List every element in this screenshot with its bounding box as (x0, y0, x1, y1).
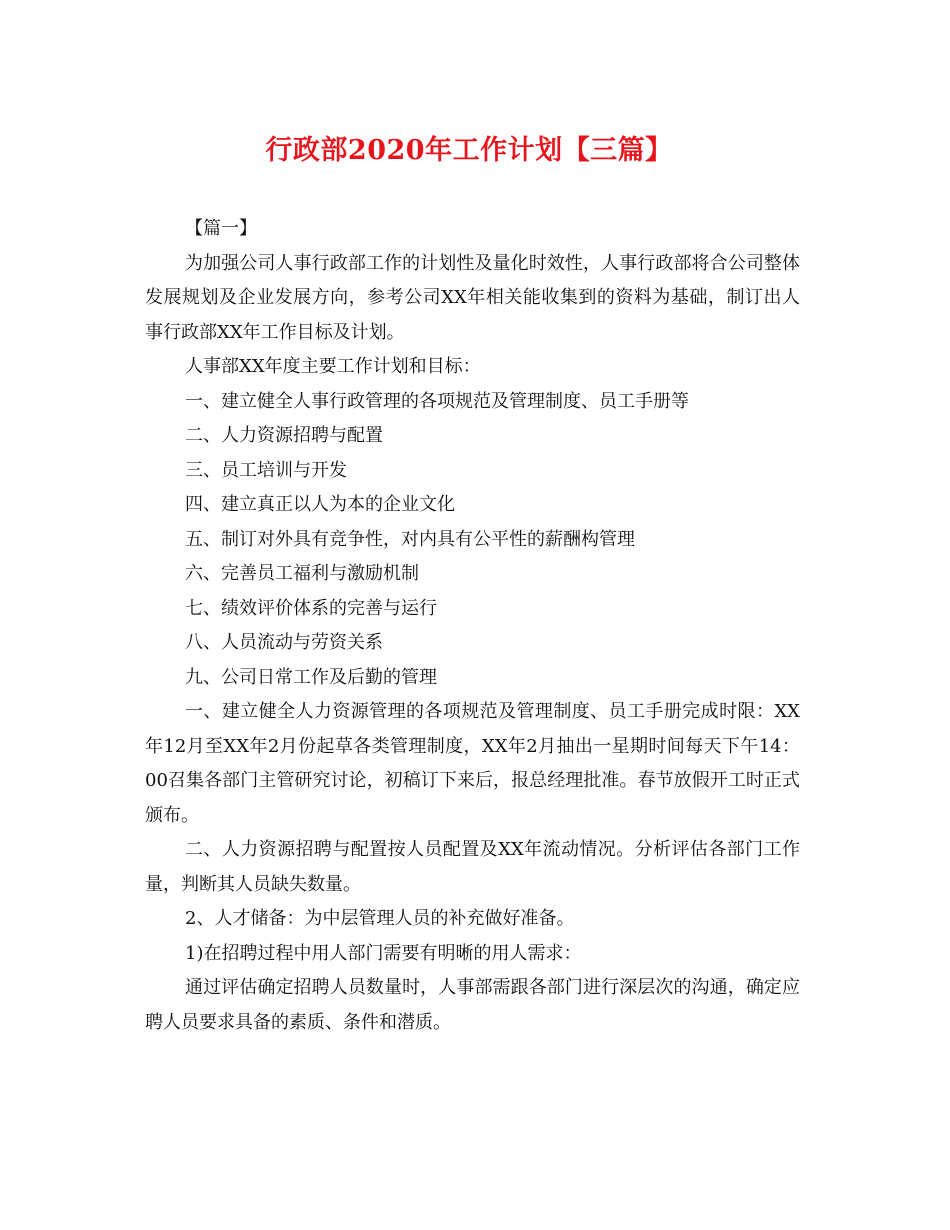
plan-item: 二、人力资源招聘与配置 (185, 425, 383, 446)
plan-item: 一、建立健全人事行政管理的各项规范及管理制度、员工手册等 (185, 390, 689, 412)
section-heading: 【篇一】 (185, 218, 257, 239)
detail-paragraph: 二、人力资源招聘与配置按人员配置及XX年流动情况。分析评估各部门工作量，判断其人员缺失数量。 (145, 839, 800, 895)
plan-item: 六、完善员工福利与激励机制 (185, 563, 419, 584)
detail-paragraph: 2、人才储备：为中层管理人员的补充做好准备。 (185, 908, 575, 929)
plan-item: 八、人员流动与劳资关系 (185, 632, 383, 653)
detail-paragraph: 1)在招聘过程中用人部门需要有明晰的用人需求： (185, 942, 582, 964)
plan-heading: 人事部XX年度主要工作计划和目标： (185, 356, 481, 377)
detail-paragraph: 通过评估确定招聘人员数量时，人事部需跟各部门进行深层次的沟通，确定应聘人员要求具备的素质、条件和潜质。 (145, 977, 800, 1033)
document-body (145, 212, 800, 1040)
plan-item: 五、制订对外具有竞争性，对内具有公平性的薪酬构管理 (185, 528, 635, 550)
detail-paragraph: 一、建立健全人力资源管理的各项规范及管理制度、员工手册完成时限：XX年12月至XX年2月份起草各类管理制度，XX年2月抽出一星期时间每天下午14：00召集各部门主管研究讨论，初稿订下来后，报总经理批准。春节放假开工时正式颁布。 (145, 701, 800, 826)
intro-paragraph: 为加强公司人事行政部工作的计划性及量化时效性，人事行政部将合公司整体发展规划及企业发展方向，参考公司XX年相关能收集到的资料为基础，制订出人事行政部XX年工作目标及计划。 (145, 252, 800, 343)
plan-item: 九、公司日常工作及后勤的管理 (185, 666, 437, 688)
plan-item: 四、建立真正以人为本的企业文化 (185, 494, 455, 515)
document-title: 行政部2020年工作计划【三篇】 (265, 135, 673, 166)
plan-item: 三、员工培训与开发 (185, 459, 347, 481)
plan-item: 七、绩效评价体系的完善与运行 (185, 597, 437, 619)
